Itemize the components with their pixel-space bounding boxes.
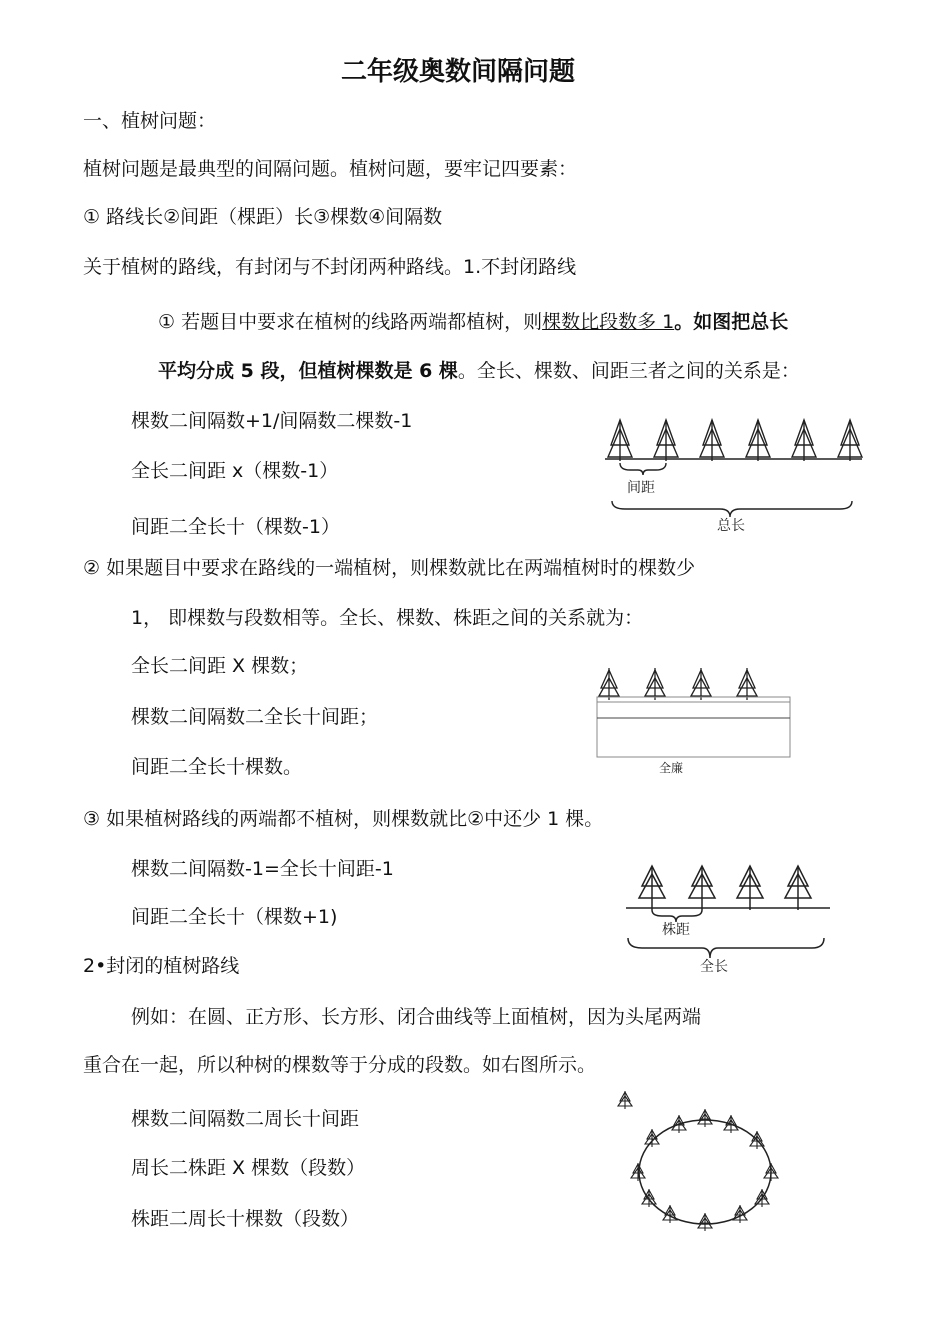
figure1-total-label: 总长 <box>717 518 745 534</box>
figure-closed-circle-trees <box>625 1100 785 1240</box>
figure1-gap-label: 间距 <box>627 480 655 496</box>
intro-line-3: 关于植树的路线，有封闭与不封闭两种路线。1.不封闭路线 <box>83 256 577 278</box>
section2-formula-2: 周长二株距 X 棵数（段数） <box>131 1157 366 1179</box>
section2-line-2: 重合在一起，所以种树的棵数等于分成的段数。如右图所示。 <box>83 1054 597 1076</box>
section2-heading: 2•封闭的植树路线 <box>83 955 240 977</box>
case1-line-2-b: 。全长、棵数、间距三者之间的关系是： <box>457 360 800 382</box>
case1-line-1-c: 。如图把总长 <box>674 311 789 333</box>
case2-formula-1: 全长二间距 X 棵数； <box>131 655 309 677</box>
case2-formula-2: 棵数二间隔数二全长十间距； <box>131 706 379 728</box>
case1-line-1-underlined: 棵数比段数多 1 <box>542 311 675 333</box>
figure-four-trees-road <box>593 662 803 777</box>
case3-formula-2: 间距二全长十（棵数+1) <box>131 906 338 928</box>
intro-line-2: ① 路线长②间距（棵距）长③棵数④间隔数 <box>83 206 443 228</box>
case3-formula-1: 棵数二间隔数-1=全长十间距-1 <box>131 858 394 880</box>
case2-line-2: 1， 即棵数与段数相等。全长、棵数、株距之间的关系就为： <box>131 607 644 629</box>
figure3-total-label: 全长 <box>700 959 728 975</box>
section2-line-1: 例如：在圆、正方形、长方形、闭合曲线等上面植树，因为头尾两端 <box>131 1006 702 1028</box>
case1-line-2 <box>158 362 800 381</box>
intro-line-1: 植树问题是最典型的间隔问题。植树问题，要牢记四要素： <box>83 158 578 180</box>
figure2-total-label: 全廉 <box>659 761 684 775</box>
page-title: 二年级奥数间隔问题 <box>341 57 576 87</box>
case1-formula-1: 棵数二间隔数+1/间隔数二棵数-1 <box>131 410 413 432</box>
case1-line-1-a: ① 若题目中要求在植树的线路两端都植树，则 <box>158 311 543 333</box>
section1-heading: 一、植树问题： <box>83 110 217 132</box>
section2-formula-3: 株距二周长十棵数（段数） <box>131 1208 360 1230</box>
case1-formula-2: 全长二间距 x（棵数-1） <box>131 460 339 482</box>
case1-formula-3: 间距二全长十（棵数-1） <box>131 516 340 538</box>
figure-six-trees-line <box>600 415 870 540</box>
figure3-gap-label: 株距 <box>662 922 690 938</box>
figure-four-trees-no-ends <box>622 860 837 980</box>
case1-line-1 <box>158 313 788 332</box>
case3-line-1: ③ 如果植树路线的两端都不植树，则棵数就比②中还少 1 棵。 <box>83 808 604 830</box>
case1-line-2-a: 平均分成 5 段，但植树棵数是 6 棵 <box>158 360 458 382</box>
case2-line-1: ② 如果题目中要求在路线的一端植树，则棵数就比在两端植树时的棵数少 <box>83 557 696 579</box>
section2-formula-1: 棵数二间隔数二周长十间距 <box>131 1108 360 1130</box>
case2-formula-3: 间距二全长十棵数。 <box>131 756 303 778</box>
